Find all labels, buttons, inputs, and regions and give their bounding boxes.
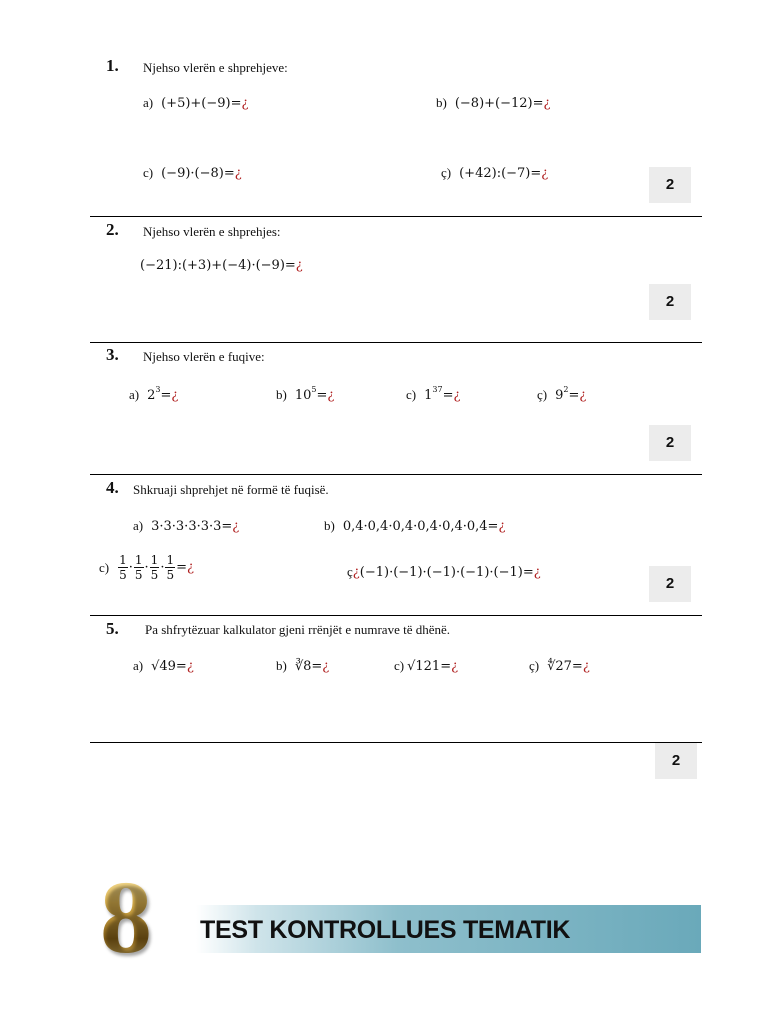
q5-item-a <box>133 658 194 674</box>
divider <box>90 474 702 475</box>
q1-d-answer: ¿ <box>541 166 549 181</box>
q1-c-label: c) <box>143 165 154 180</box>
q2-number: 2. <box>106 220 119 239</box>
fraction-denominator: 5 <box>119 568 127 582</box>
q3-item-b <box>276 387 334 403</box>
q5-d-label: ç) <box>529 658 540 673</box>
multiply-dot: · <box>128 560 133 575</box>
divider <box>90 742 702 743</box>
q4-item-b <box>324 518 505 534</box>
q1-item-d <box>441 165 548 181</box>
q3-a-equals: = <box>160 388 172 403</box>
q5-a-label: a) <box>133 658 144 673</box>
q3-a-label: a) <box>129 387 140 402</box>
q4-item-d <box>347 564 541 580</box>
q5-number: 5. <box>106 619 119 638</box>
q2-answer: ¿ <box>295 258 303 273</box>
q5-item-d <box>529 658 590 674</box>
q3-d-exponent: 2 <box>563 385 569 394</box>
q3-b-label: b) <box>276 387 287 402</box>
q4-d-label: ç <box>347 564 353 579</box>
q5-c-answer: ¿ <box>451 659 459 674</box>
q1-d-expr: (+42):(−7)= <box>459 166 542 181</box>
q3-item-c <box>406 387 460 403</box>
q1-c-answer: ¿ <box>234 166 242 181</box>
q3-d-label: ç) <box>537 387 548 402</box>
divider <box>90 615 702 616</box>
fraction-numerator: 1 <box>134 553 143 567</box>
q1-a-expr: (+5)+(−9)= <box>161 96 242 111</box>
q3-d-base: 9 <box>555 388 564 403</box>
q5-c-label: c) <box>394 658 405 673</box>
q3-item-d <box>537 387 586 403</box>
q2-score-box: 2 <box>649 284 691 320</box>
q3-a-base: 2 <box>147 388 156 403</box>
q3-score-box: 2 <box>649 425 691 461</box>
multiply-dot: · <box>144 560 149 575</box>
q3-b-answer: ¿ <box>327 388 335 403</box>
chapter-number: 8 <box>100 860 152 975</box>
q5-item-c <box>394 658 458 674</box>
q5-d-answer: ¿ <box>582 659 590 674</box>
q3-number: 3. <box>106 345 119 364</box>
footer-title: TEST KONTROLLUES TEMATIK <box>200 916 571 944</box>
q3-instruction: Njehso vlerën e fuqive: <box>143 349 265 364</box>
q1-d-label: ç) <box>441 165 452 180</box>
q3-b-equals: = <box>316 388 328 403</box>
q4-score-box: 2 <box>649 566 691 602</box>
q2-instruction: Njehso vlerën e shprehjes: <box>143 224 281 239</box>
q4-d-answer: ¿ <box>533 565 541 580</box>
divider <box>90 342 702 343</box>
q4-b-label: b) <box>324 518 335 533</box>
q4-item-a <box>133 518 239 534</box>
q4-a-answer: ¿ <box>232 519 240 534</box>
q3-d-answer: ¿ <box>579 388 587 403</box>
multiply-dot: · <box>160 560 165 575</box>
q1-b-expr: (−8)+(−12)= <box>454 96 544 111</box>
q3-d-equals: = <box>568 388 580 403</box>
q4-a-expr: 3·3·3·3·3·3= <box>151 519 233 534</box>
q1-score-box: 2 <box>649 167 691 203</box>
q1-a-answer: ¿ <box>241 96 249 111</box>
q3-c-equals: = <box>442 388 454 403</box>
q5-instruction: Pa shfrytëzuar kalkulator gjeni rrënjët e numrave të dhënë. <box>145 622 451 637</box>
q3-c-answer: ¿ <box>453 388 461 403</box>
q1-number: 1. <box>106 56 119 75</box>
q5-item-b <box>276 658 329 674</box>
q4-c-answer: ¿ <box>187 560 194 575</box>
q4-d-expr: (−1)·(−1)·(−1)·(−1)·(−1)= <box>359 565 534 580</box>
q3-b-base: 10 <box>294 388 312 403</box>
q4-c-label: c) <box>99 559 110 575</box>
q3-a-answer: ¿ <box>171 388 179 403</box>
q3-item-a <box>129 387 178 403</box>
q5-score-box: 2 <box>655 743 697 779</box>
q4-b-expr: 0,4·0,4·0,4·0,4·0,4·0,4= <box>342 519 499 534</box>
q3-b-exponent: 5 <box>311 385 317 394</box>
q4-b-answer: ¿ <box>498 519 506 534</box>
fraction-numerator: 1 <box>119 553 127 567</box>
fraction <box>150 553 160 582</box>
fraction-numerator: 1 <box>150 553 159 567</box>
fraction-denominator: 5 <box>166 568 175 582</box>
fraction-numerator: 1 <box>166 553 175 567</box>
fraction <box>118 553 128 582</box>
q1-item-c <box>143 165 242 181</box>
q4-d-leading-mark: ¿ <box>352 565 360 580</box>
q1-c-expr: (−9)·(−8)= <box>161 166 235 181</box>
q3-c-base: 1 <box>424 388 433 403</box>
q1-b-answer: ¿ <box>543 96 551 111</box>
q3-a-exponent: 3 <box>155 385 161 394</box>
q5-d-expr: ∜27= <box>547 659 583 674</box>
q2-expr: (−21):(+3)+(−4)·(−9)= <box>140 258 296 273</box>
q5-b-label: b) <box>276 658 287 673</box>
fraction-denominator: 5 <box>134 568 143 582</box>
q1-instruction: Njehso vlerën e shprehjeve: <box>143 60 288 75</box>
q4-number: 4. <box>106 478 119 497</box>
q1-item-b <box>436 95 551 111</box>
q5-a-expr: √49= <box>151 659 187 674</box>
q1-a-label: a) <box>143 95 154 110</box>
q4-a-label: a) <box>133 518 144 533</box>
q3-c-exponent: 37 <box>432 385 443 394</box>
q5-c-expr: √121= <box>407 659 452 674</box>
divider <box>90 216 702 217</box>
fraction <box>134 553 144 582</box>
q1-item-a <box>143 95 249 111</box>
q4-item-c <box>99 553 194 582</box>
q4-instruction: Shkruaji shprehjet në formë të fuqisë. <box>133 482 329 497</box>
q5-b-answer: ¿ <box>322 659 330 674</box>
q5-a-answer: ¿ <box>186 659 194 674</box>
fraction-denominator: 5 <box>150 568 159 582</box>
q1-b-label: b) <box>436 95 447 110</box>
q3-c-label: c) <box>406 387 417 402</box>
q4-c-equals: = <box>176 560 187 575</box>
fraction <box>165 553 175 582</box>
q5-b-expr: ∛8= <box>294 659 323 674</box>
q2-expression <box>140 258 303 273</box>
